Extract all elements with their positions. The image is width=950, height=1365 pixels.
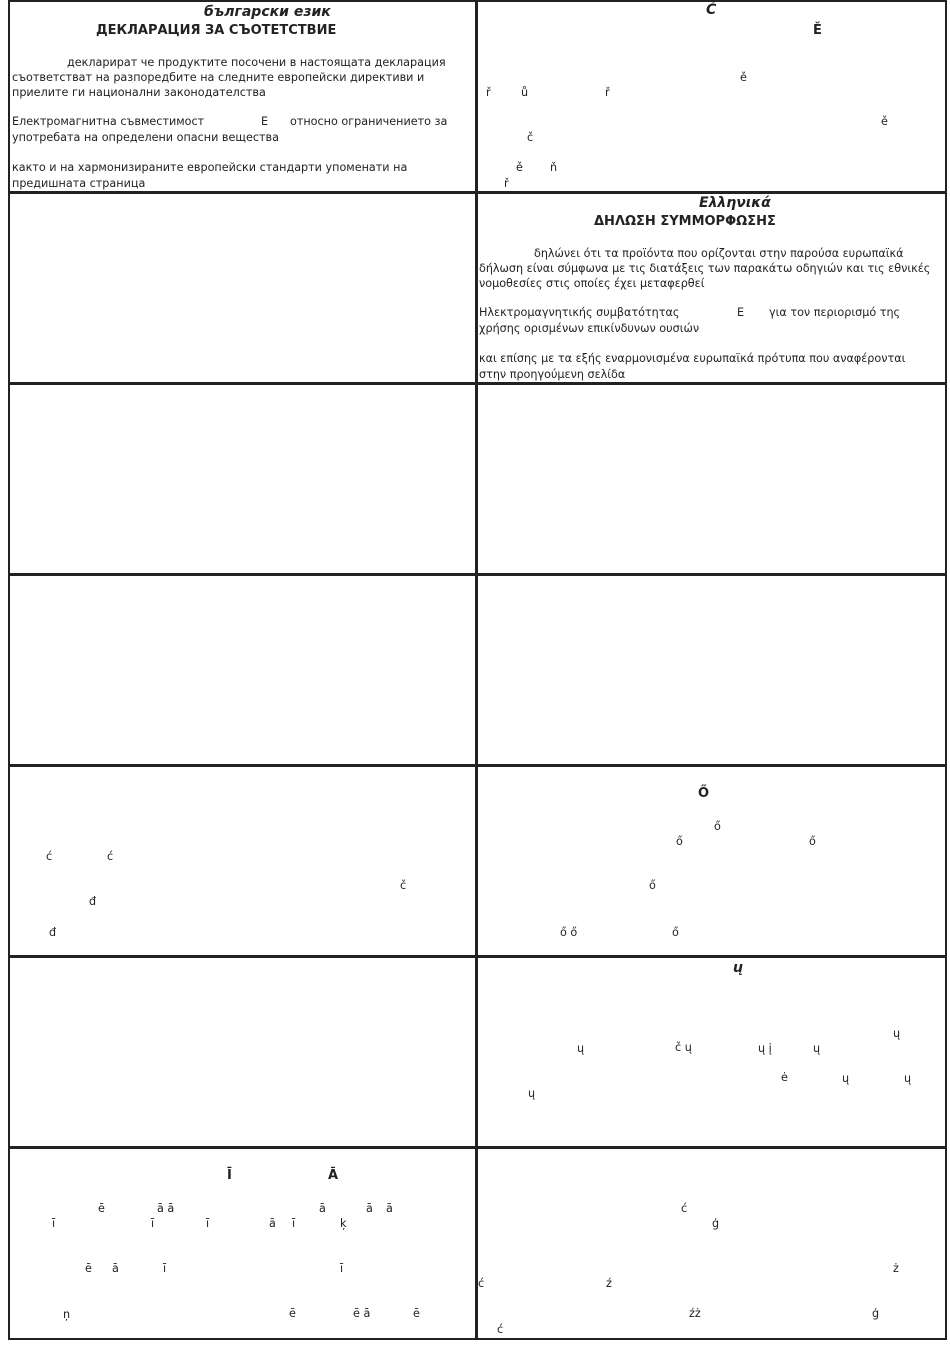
glyph: ģ <box>712 1217 720 1230</box>
glyph: ķ <box>340 1217 347 1230</box>
glyph: ų <box>893 1027 901 1040</box>
language-heading: Č <box>706 2 717 18</box>
directive-text: Ηλεκτρομαγνητικής συμβατότητας <box>479 306 680 319</box>
glyph: ų <box>842 1072 850 1085</box>
directive-text: για τον περιορισμό της <box>769 306 901 319</box>
paragraph-line: както и на хармонизираните европейски стандарти упоменати на <box>12 161 408 174</box>
glyph: ć <box>478 1277 485 1290</box>
glyph: ų <box>813 1042 821 1055</box>
row-divider <box>8 955 947 958</box>
language-heading: български език <box>204 4 331 20</box>
paragraph-line: και επίσης με τα εξής εναρμονισμένα ευρωπαϊκά πρότυπα που αναφέρονται <box>479 352 906 365</box>
glyph: ć <box>107 850 114 863</box>
language-heading: ų <box>733 960 743 976</box>
row-divider <box>8 764 947 767</box>
paragraph-line: δήλωση είναι σύμφωνα με τις διατάξεις των παρακάτω οδηγιών και τις εθνικές <box>479 262 931 275</box>
glyph: ų <box>528 1087 536 1100</box>
glyph: ů <box>521 86 529 99</box>
declaration-title: ΔΗΛΩΣΗ ΣΥΜΜΟΡΦΩΣΗΣ <box>594 214 776 229</box>
glyph: ć <box>497 1323 504 1336</box>
glyph: ć <box>46 850 53 863</box>
glyph: ő <box>809 835 816 848</box>
directive-text: E <box>261 115 269 128</box>
directive-text: E <box>737 306 745 319</box>
glyph: ň <box>550 161 558 174</box>
glyph: ő <box>714 820 721 833</box>
glyph: ā <box>112 1262 119 1275</box>
paragraph-line: νομοθεσίες στις οποίες έχει μεταφερθεί <box>479 277 705 290</box>
glyph: ų <box>577 1042 585 1055</box>
paragraph-line: δηλώνει ότι τα προϊόντα που ορίζονται στην παρούσα ευρωπαϊκά <box>534 247 904 260</box>
glyph: č <box>527 131 534 144</box>
row-divider <box>8 382 947 385</box>
glyph: ņ <box>63 1308 71 1321</box>
row-divider <box>8 191 947 194</box>
glyph: ż <box>893 1262 899 1275</box>
language-heading: Ελληνικά <box>699 195 771 211</box>
glyph: ā <box>319 1202 326 1215</box>
directive-text: употребата на определени опасни вещества <box>12 131 279 144</box>
row-divider <box>8 1146 947 1149</box>
paragraph-line: съответстват на разпоредбите на следните европейски директиви и <box>12 71 425 84</box>
glyph: ī <box>151 1217 155 1230</box>
declaration-title: Ě <box>813 23 822 38</box>
glyph: ē <box>98 1202 105 1215</box>
column-divider <box>475 0 478 1340</box>
glyph: ć <box>681 1202 688 1215</box>
glyph: ź <box>606 1277 612 1290</box>
declaration-title: ДЕКЛАРАЦИЯ ЗА СЪОТЕТСТВИЕ <box>96 23 337 38</box>
glyph: ė <box>781 1071 788 1084</box>
glyph: ě <box>740 71 747 84</box>
glyph: ā <box>366 1202 373 1215</box>
glyph: ě <box>516 161 523 174</box>
glyph: ő <box>676 835 683 848</box>
glyph: ő ő <box>560 926 578 939</box>
row-divider <box>8 573 947 576</box>
glyph: ř <box>605 86 610 99</box>
glyph: ē ā <box>353 1307 371 1320</box>
glyph: ī <box>292 1217 296 1230</box>
glyph: ř <box>486 86 491 99</box>
glyph: ē <box>85 1262 92 1275</box>
glyph: ā ā <box>157 1202 175 1215</box>
declaration-title: Ő <box>698 786 710 801</box>
glyph: ě <box>881 115 888 128</box>
directive-text: относно ограничението за <box>290 115 448 128</box>
glyph: ī <box>340 1262 344 1275</box>
glyph: ē <box>289 1307 296 1320</box>
glyph: č ų <box>675 1041 692 1054</box>
glyph: ő <box>649 879 656 892</box>
declaration-title: Ī <box>227 1168 232 1183</box>
glyph: źż <box>689 1307 701 1320</box>
glyph: ī <box>206 1217 210 1230</box>
glyph: ā <box>386 1202 393 1215</box>
glyph: ő <box>672 926 679 939</box>
glyph: ā <box>269 1217 276 1230</box>
glyph: đ <box>89 895 97 908</box>
glyph: ē <box>413 1307 420 1320</box>
glyph: ų <box>904 1072 912 1085</box>
glyph: ī <box>52 1217 56 1230</box>
glyph: ģ <box>872 1307 880 1320</box>
directive-text: Електромагнитна съвместимост <box>12 115 205 128</box>
declaration-title: Ā <box>328 1168 339 1183</box>
paragraph-line: декларират че продуктите посочени в настоящата декларация <box>67 56 446 69</box>
glyph: ī <box>163 1262 167 1275</box>
paragraph-line: στην προηγούμενη σελίδα <box>479 368 626 381</box>
paragraph-line: приелите ги национални законодателства <box>12 86 266 99</box>
glyph: ř <box>504 177 509 190</box>
paragraph-line: предишната страница <box>12 177 146 190</box>
glyph: č <box>400 879 407 892</box>
glyph: ų į <box>758 1042 772 1055</box>
glyph: đ <box>49 926 57 939</box>
directive-text: χρήσης ορισμένων επικίνδυνων ουσιών <box>479 322 700 335</box>
